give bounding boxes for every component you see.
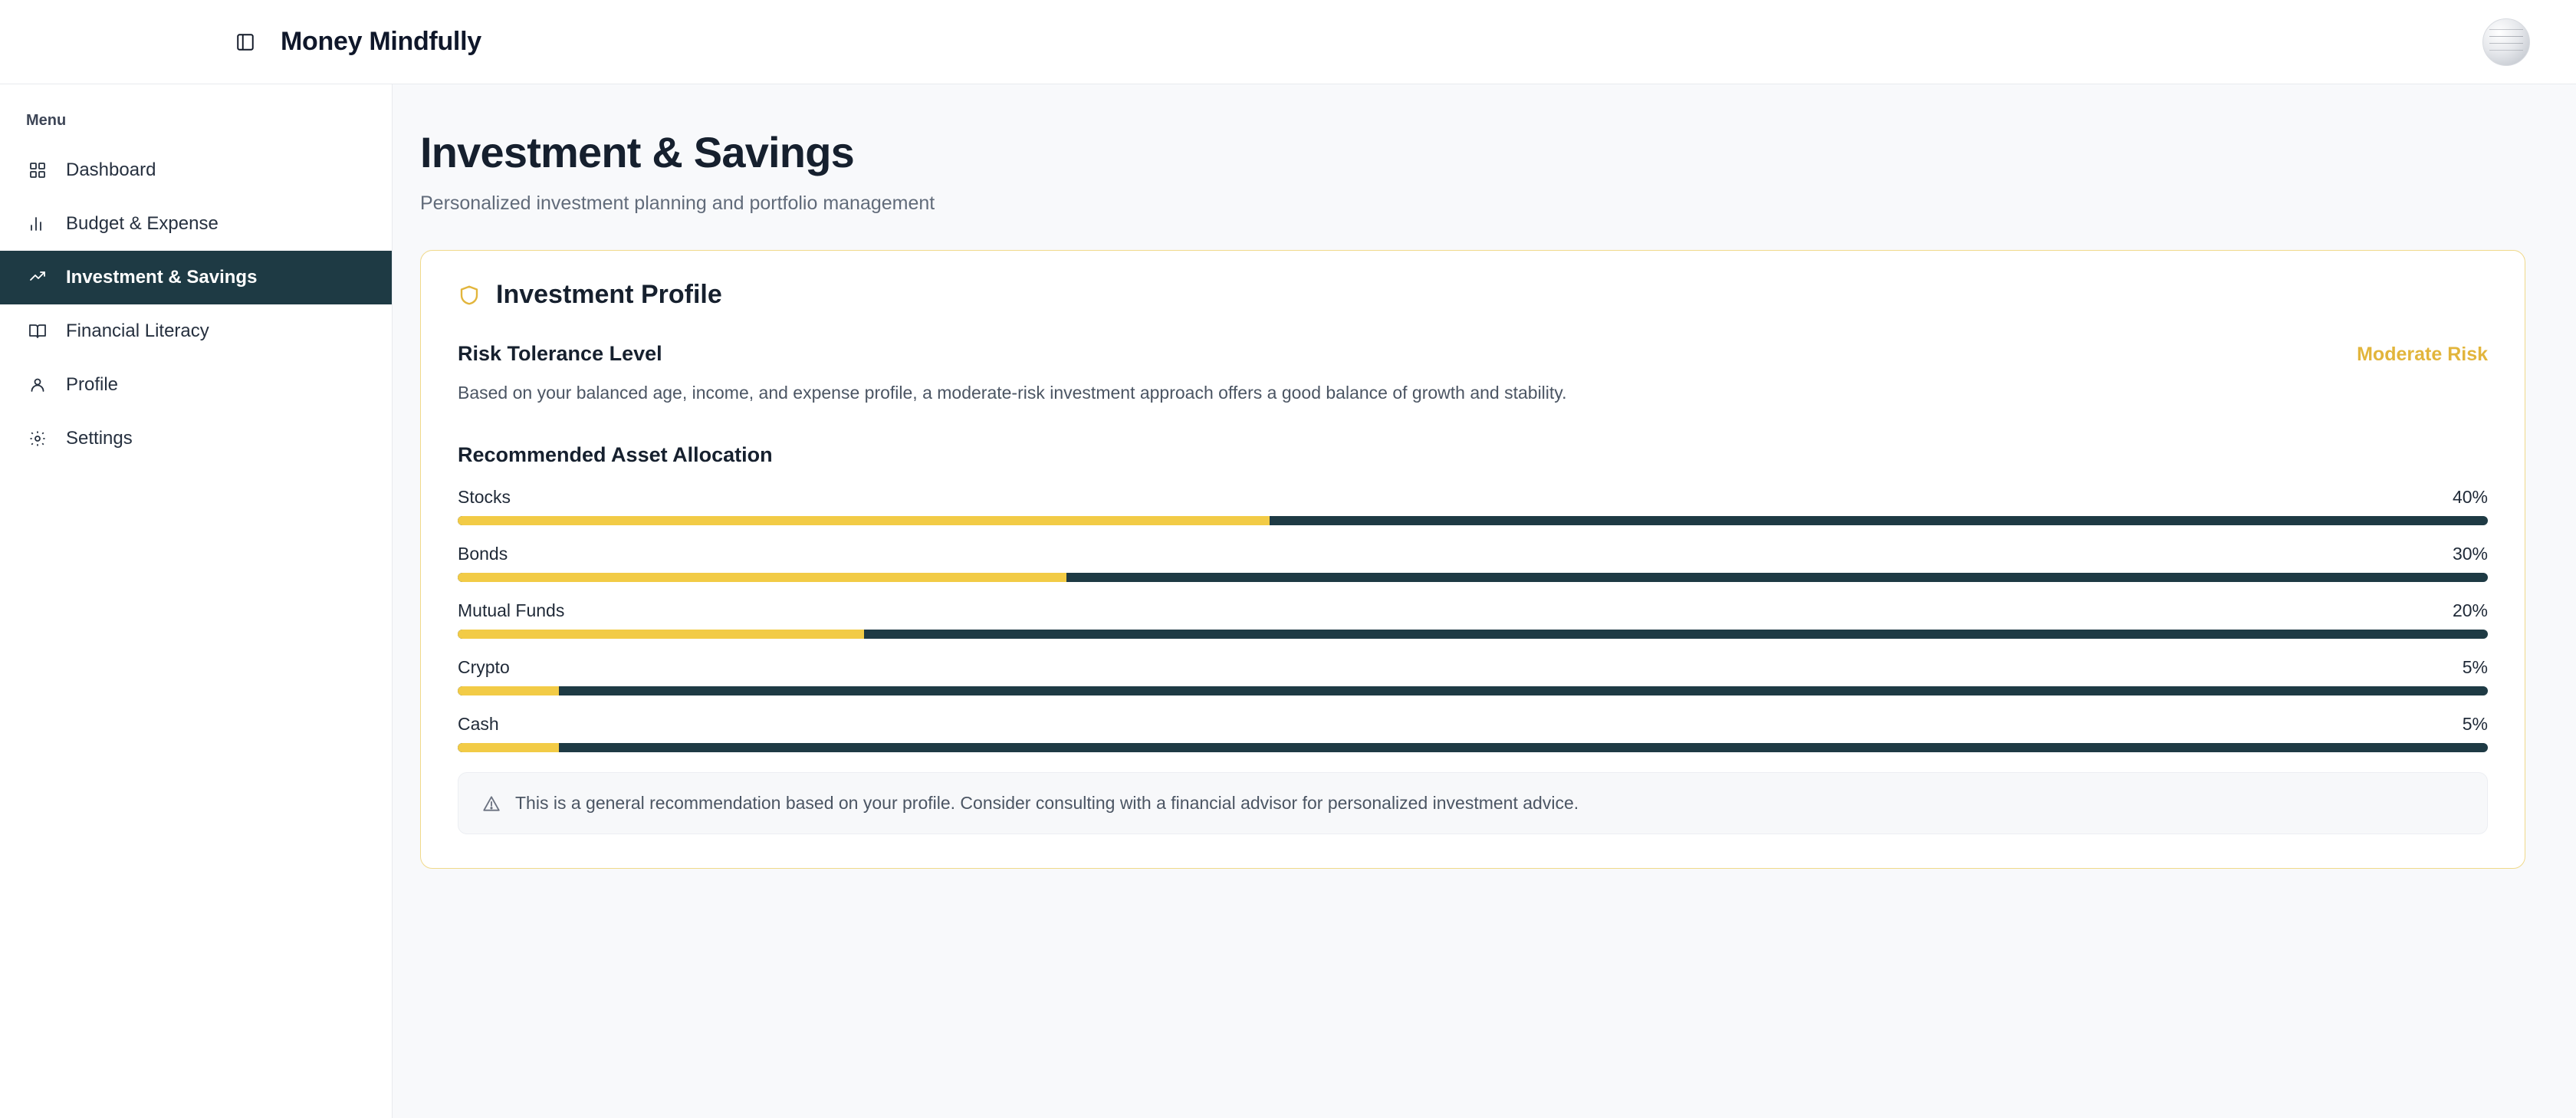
investment-profile-card: [420, 250, 2525, 869]
avatar[interactable]: [2482, 18, 2530, 66]
page-title: Investment & Savings: [420, 128, 854, 176]
sidebar-toggle-button[interactable]: [230, 27, 261, 58]
sidebar-item-investment-savings[interactable]: [0, 251, 392, 304]
sidebar-item-financial-literacy[interactable]: [0, 304, 392, 358]
allocation-bar: [458, 573, 2488, 582]
sidebar-item-dashboard[interactable]: [0, 143, 392, 197]
risk-tolerance-row: [458, 342, 2488, 366]
advisory-note-text: This is a general recommendation based on your profile. Consider consulting with a financial advisor for personalized investment advice.: [515, 793, 1579, 813]
sidebar-item-profile[interactable]: [0, 358, 392, 412]
sidebar-item-label: Investment & Savings: [66, 267, 258, 288]
sidebar: [0, 84, 393, 1118]
app-title: Money Mindfully: [281, 27, 481, 56]
list-item: [458, 487, 2488, 525]
shield-icon: [458, 284, 481, 307]
user-icon: [26, 373, 49, 396]
page-layout: [0, 84, 2576, 1118]
bar-chart-icon: [26, 212, 49, 235]
allocation-value: 30%: [2452, 544, 2488, 564]
allocation-label: Stocks: [458, 487, 511, 507]
advisory-note: [458, 772, 2488, 834]
page-subtitle: Personalized investment planning and portfolio management: [420, 192, 935, 214]
sidebar-item-label: Profile: [66, 374, 119, 395]
sidebar-item-settings[interactable]: [0, 412, 392, 465]
top-bar: [0, 0, 2576, 84]
gear-icon: [26, 427, 49, 450]
risk-tolerance-title: Risk Tolerance Level: [458, 342, 662, 365]
allocation-bar-fill: [458, 630, 864, 639]
allocation-label: Mutual Funds: [458, 600, 565, 620]
allocation-title: Recommended Asset Allocation: [458, 443, 773, 466]
allocation-bar-fill: [458, 516, 1270, 525]
sidebar-toggle-icon: [235, 32, 255, 52]
list-item: [458, 714, 2488, 752]
allocation-bar-fill: [458, 686, 559, 695]
allocation-label: Bonds: [458, 544, 508, 564]
sidebar-item-label: Settings: [66, 428, 133, 449]
book-icon: [26, 320, 49, 343]
allocation-list: [458, 487, 2488, 752]
grid-icon: [26, 159, 49, 182]
list-item: [458, 544, 2488, 582]
allocation-bar: [458, 630, 2488, 639]
sidebar-item-label: Budget & Expense: [66, 213, 219, 234]
allocation-bar: [458, 743, 2488, 752]
allocation-label: Cash: [458, 714, 499, 734]
allocation-bar: [458, 516, 2488, 525]
allocation-value: 40%: [2452, 487, 2488, 507]
warning-icon: [481, 794, 501, 814]
sidebar-item-label: Financial Literacy: [66, 321, 209, 341]
trending-icon: [26, 266, 49, 289]
allocation-value: 5%: [2462, 714, 2488, 734]
allocation-bar-fill: [458, 743, 559, 752]
sidebar-item-label: Dashboard: [66, 159, 156, 180]
topbar-right: [2482, 18, 2530, 66]
main-content: [393, 84, 2576, 1118]
list-item: [458, 600, 2488, 639]
allocation-bar: [458, 686, 2488, 695]
list-item: [458, 657, 2488, 695]
allocation-value: 20%: [2452, 600, 2488, 620]
menu-label: Menu: [26, 112, 67, 129]
status-badge: Moderate Risk: [2357, 344, 2488, 365]
allocation-bar-fill: [458, 573, 1066, 582]
card-header: [458, 280, 2488, 310]
card-title: Investment Profile: [496, 280, 722, 309]
allocation-label: Crypto: [458, 657, 510, 677]
sidebar-item-budget-expense[interactable]: [0, 197, 392, 251]
risk-description: Based on your balanced age, income, and expense profile, a moderate-risk investment approach offers a good balance of growth and stability.: [458, 383, 1567, 403]
allocation-value: 5%: [2462, 657, 2488, 677]
